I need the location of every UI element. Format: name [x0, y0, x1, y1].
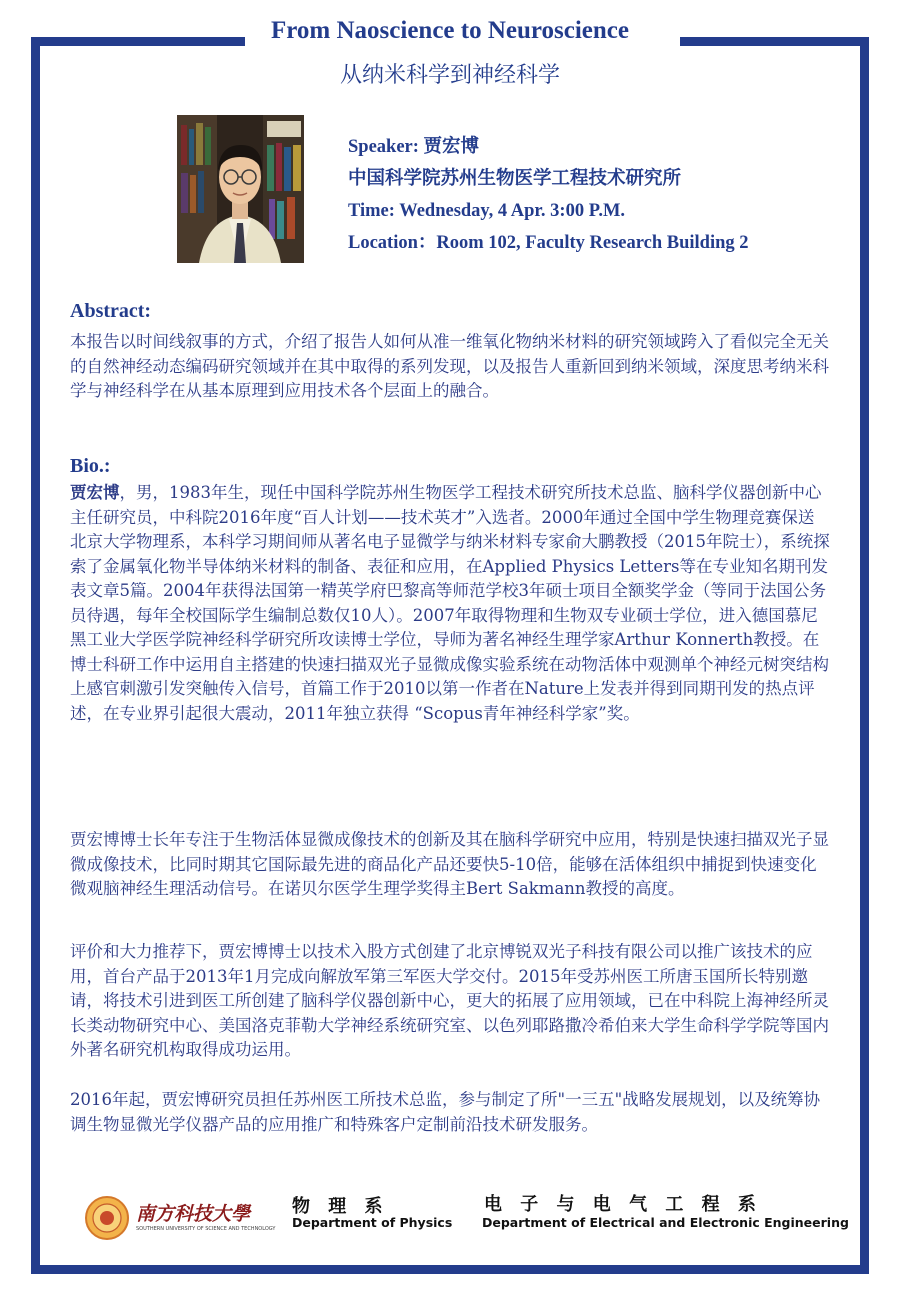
physics-dept-cn: 物 理 系 [292, 1196, 389, 1217]
abstract-text: 本报告以时间线叙事的方式，介绍了报告人如何从准一维氧化物纳米材料的研究领域跨入了看似完全无关的自然神经动态编码研究领域并在其中取得的系列发现，以及报告人重新回到纳米领域，深度思考纳米科学与神经科学在从基本原理到应用技术各个层面上的融合。 [70, 332, 829, 400]
bio-paragraph-1-text: ，男，1983年生，现任中国科学院苏州生物医学工程技术研究所技术总监、脑科学仪器创新中心主任研究员，中科院2016年度“百人计划——技术英才”入选者。2000年通过全国中学生物理竞赛保送北京大学物理系，本科学习期间师从著名电子显微学与纳米材料专家俞大鹏教授（2015年院士），系统探索了金属氧化物半导体纳米材料的制备、表征和应用，在Applied Physics Letters等在专业知名期刊发表文章5篇。2004年获得法国第一精英学府巴黎高等师范学校3年硕士项目全额奖学金（等同于法国公务员待遇，每年全校国际学生编制总数仅10人）。2007年取得物理和生物双专业硕士学位，进入德国慕尼黑工业大学医学院神经科学研究所攻读博士学位，导师为著名神经生理学家Arthur Konnerth教授。在博士科研工作中运用自主搭建的快速扫描双光子显微成像实验系统在动物活体中观测单个神经元树突结构上感官刺激引发突触传入信号，首篇工作于2010以第一作者在Nature上发表并得到同期刊发的热点评述，在专业界引起很大震动，2011年独立获得 “Scopus青年神经科学家”奖。 [70, 483, 830, 723]
university-seal-icon [84, 1195, 130, 1241]
university-name-en: SOUTHERN UNIVERSITY OF SCIENCE AND TECHNOLOGY [136, 1226, 276, 1232]
abstract-heading: Abstract: [70, 300, 152, 322]
bio-paragraph-3: 评价和大力推荐下，贾宏博博士以技术入股方式创建了北京博锐双光子科技有限公司以推广该技术的应用，首台产品于2013年1月完成向解放军第三军医大学交付。2015年受苏州医工所唐玉国所长特别邀请，将技术引进到医工所创建了脑科学仪器创新中心，更大的拓展了应用领域，已在中科院上海神经所灵长类动物研究中心、美国洛克菲勒大学神经系统研究室、以色列耶路撒冷希伯来大学生命科学学院等国内外著名研究机构取得成功运用。 [70, 942, 829, 1059]
eee-dept-cn: 电 子 与 电 气 工 程 系 [484, 1194, 762, 1215]
talk-time: Time: Wednesday, 4 Apr. 3:00 P.M. [348, 201, 626, 221]
speaker-photo-drawing [177, 115, 304, 263]
bio-paragraph-1 [70, 481, 830, 726]
physics-dept-en: Department of Physics [292, 1215, 453, 1230]
speaker-name: Speaker: 贾宏博 [348, 137, 480, 157]
university-name-cn: 南方科技大學 [136, 1203, 251, 1225]
speaker-photo [177, 115, 304, 263]
bio-heading: Bio.: [70, 455, 111, 477]
talk-location: Location：Room 102, Faculty Research Building 2 [348, 233, 749, 253]
title-english: From Naoscience to Neuroscience [271, 17, 629, 44]
eee-dept-en: Department of Electrical and Electronic Engineering [482, 1215, 849, 1230]
bio-paragraph-2: 贾宏博博士长年专注于生物活体显微成像技术的创新及其在脑科学研究中应用，特别是快速扫描双光子显微成像技术，比同时期其它国际最先进的商品化产品还要快5-10倍，能够在活体组织中捕捉到快速变化微观脑神经生理活动信号。在诺贝尔医学生理学奖得主Bert Sakmann教授的高度。 [70, 830, 829, 898]
bio-name: 贾宏博 [70, 483, 120, 502]
speaker-affiliation: 中国科学院苏州生物医学工程技术研究所 [348, 169, 682, 189]
bio-paragraph-4: 2016年起，贾宏博研究员担任苏州医工所技术总监，参与制定了所"一三五"战略发展规划，以及统筹协调生物显微光学仪器产品的应用推广和特殊客户定制前沿技术研发服务。 [70, 1090, 821, 1134]
title-chinese: 从纳米科学到神经科学 [339, 63, 560, 88]
speaker-info [348, 134, 749, 262]
university-logo [84, 1195, 284, 1241]
